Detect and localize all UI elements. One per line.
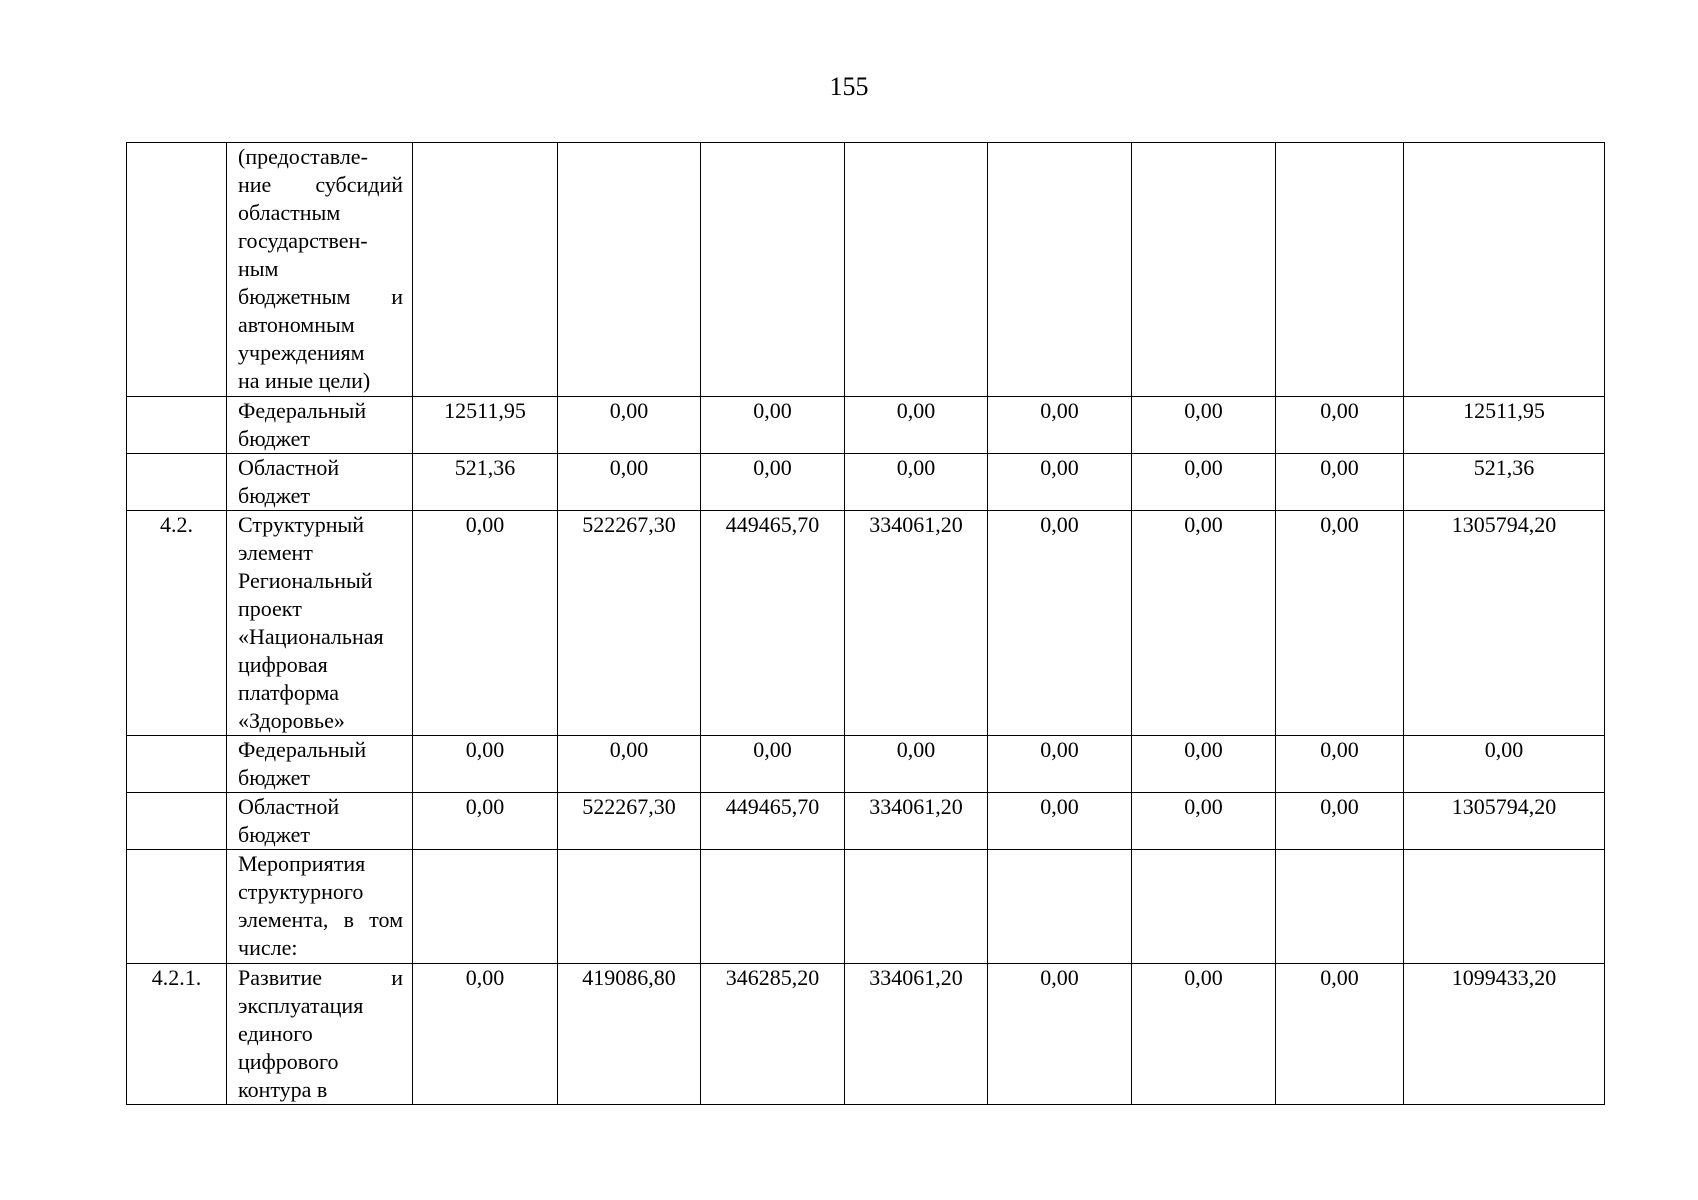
item-name-line: Областной — [238, 794, 340, 819]
value-cell: 449465,70 — [701, 511, 845, 736]
value-cell: 0,00 — [988, 397, 1132, 454]
item-name-line: Структурный — [238, 512, 365, 537]
item-name-line: цифровая — [238, 652, 328, 677]
item-name-line: учреждениям — [238, 340, 365, 365]
item-name-line: эксплуатация — [238, 993, 364, 1018]
value-cell: 0,00 — [1132, 964, 1276, 1105]
item-name-line: ние субсидий — [238, 172, 403, 197]
value-cell: 0,00 — [1132, 736, 1276, 793]
table-row — [127, 143, 1605, 397]
value-cell: 0,00 — [701, 736, 845, 793]
value-cell — [413, 143, 558, 397]
item-name-line: «Национальная — [238, 624, 384, 649]
value-cell: 0,00 — [413, 511, 558, 736]
value-cell: 0,00 — [413, 964, 558, 1105]
budget-table — [126, 142, 1605, 1105]
row-number-cell — [127, 397, 227, 454]
item-name-line: бюджетным и — [238, 284, 403, 309]
item-name-line: Развитие и — [238, 965, 403, 990]
value-cell: 1305794,20 — [1404, 511, 1605, 736]
item-name-line: цифрового — [238, 1049, 339, 1074]
value-cell: 0,00 — [988, 736, 1132, 793]
value-cell: 0,00 — [558, 454, 701, 511]
item-name-line: платформа — [238, 680, 340, 705]
table-row — [127, 511, 1605, 736]
value-cell — [988, 850, 1132, 964]
value-cell: 522267,30 — [558, 793, 701, 850]
value-cell: 1099433,20 — [1404, 964, 1605, 1105]
value-cell: 0,00 — [845, 736, 988, 793]
item-name-cell — [227, 454, 413, 511]
value-cell: 0,00 — [1132, 511, 1276, 736]
value-cell — [1404, 850, 1605, 964]
row-number-cell — [127, 793, 227, 850]
value-cell: 449465,70 — [701, 793, 845, 850]
value-cell: 0,00 — [845, 397, 988, 454]
value-cell — [1132, 143, 1276, 397]
item-name-line: Мероприятия — [238, 851, 366, 876]
row-number-cell — [127, 454, 227, 511]
item-name-cell — [227, 964, 413, 1105]
value-cell — [701, 850, 845, 964]
value-cell: 0,00 — [1132, 397, 1276, 454]
row-number-cell: 4.2. — [127, 511, 227, 736]
value-cell: 0,00 — [413, 736, 558, 793]
item-name-line: автономным — [238, 312, 355, 337]
item-name-line: на иные цели) — [238, 368, 371, 393]
item-name-line: контура в — [238, 1077, 328, 1102]
value-cell: 0,00 — [988, 454, 1132, 511]
item-name-line: проект — [238, 596, 302, 621]
value-cell: 1305794,20 — [1404, 793, 1605, 850]
value-cell: 0,00 — [988, 511, 1132, 736]
item-name-line: структурного — [238, 879, 364, 904]
item-name-line: Региональный — [238, 568, 373, 593]
item-name-cell — [227, 511, 413, 736]
value-cell — [845, 143, 988, 397]
value-cell: 0,00 — [701, 454, 845, 511]
item-name-line: (предоставле- — [238, 144, 368, 169]
value-cell: 0,00 — [1276, 397, 1404, 454]
item-name-cell — [227, 793, 413, 850]
item-name-line: Федеральный — [238, 398, 367, 423]
value-cell — [558, 850, 701, 964]
value-cell: 0,00 — [558, 736, 701, 793]
table-row — [127, 850, 1605, 964]
item-name-line: элемент — [238, 540, 313, 565]
value-cell: 0,00 — [701, 397, 845, 454]
value-cell: 0,00 — [1276, 454, 1404, 511]
item-name-line: государствен- — [238, 228, 368, 253]
value-cell: 522267,30 — [558, 511, 701, 736]
value-cell: 0,00 — [1276, 511, 1404, 736]
item-name-line: Областной — [238, 455, 340, 480]
value-cell — [988, 143, 1132, 397]
value-cell: 334061,20 — [845, 964, 988, 1105]
item-name-line: единого — [238, 1021, 313, 1046]
value-cell — [413, 850, 558, 964]
value-cell — [558, 143, 701, 397]
item-name-cell — [227, 143, 413, 397]
value-cell: 334061,20 — [845, 793, 988, 850]
value-cell — [1276, 143, 1404, 397]
value-cell: 0,00 — [558, 397, 701, 454]
page-number: 155 — [829, 72, 869, 101]
value-cell: 0,00 — [1276, 964, 1404, 1105]
value-cell — [1276, 850, 1404, 964]
item-name-line: элемента, в том — [238, 907, 403, 932]
item-name-line: ным — [238, 256, 279, 281]
value-cell: 334061,20 — [845, 511, 988, 736]
value-cell: 0,00 — [1132, 454, 1276, 511]
item-name-cell — [227, 397, 413, 454]
value-cell: 346285,20 — [701, 964, 845, 1105]
value-cell: 0,00 — [988, 964, 1132, 1105]
item-name-line: «Здоровье» — [238, 708, 345, 733]
item-name-line: бюджет — [238, 426, 310, 451]
value-cell: 521,36 — [413, 454, 558, 511]
table-row — [127, 793, 1605, 850]
item-name-line: числе: — [238, 935, 298, 960]
value-cell: 521,36 — [1404, 454, 1605, 511]
table-row — [127, 736, 1605, 793]
item-name-cell — [227, 736, 413, 793]
value-cell — [701, 143, 845, 397]
row-number-cell — [127, 850, 227, 964]
row-number-cell — [127, 736, 227, 793]
item-name-line: бюджет — [238, 765, 310, 790]
value-cell: 419086,80 — [558, 964, 701, 1105]
item-name-line: Федеральный — [238, 737, 367, 762]
item-name-cell — [227, 850, 413, 964]
item-name-line: бюджет — [238, 822, 310, 847]
value-cell — [845, 850, 988, 964]
row-number-cell — [127, 143, 227, 397]
value-cell: 0,00 — [1404, 736, 1605, 793]
row-number-cell: 4.2.1. — [127, 964, 227, 1105]
table-row — [127, 397, 1605, 454]
table-row — [127, 454, 1605, 511]
value-cell: 0,00 — [413, 793, 558, 850]
table-row — [127, 964, 1605, 1105]
value-cell: 0,00 — [1132, 793, 1276, 850]
value-cell: 12511,95 — [413, 397, 558, 454]
item-name-line: областным — [238, 200, 341, 225]
value-cell: 12511,95 — [1404, 397, 1605, 454]
value-cell — [1404, 143, 1605, 397]
item-name-line: бюджет — [238, 483, 310, 508]
budget-table-body — [127, 143, 1605, 1105]
value-cell: 0,00 — [845, 454, 988, 511]
value-cell — [1132, 850, 1276, 964]
value-cell: 0,00 — [1276, 793, 1404, 850]
value-cell: 0,00 — [988, 793, 1132, 850]
value-cell: 0,00 — [1276, 736, 1404, 793]
